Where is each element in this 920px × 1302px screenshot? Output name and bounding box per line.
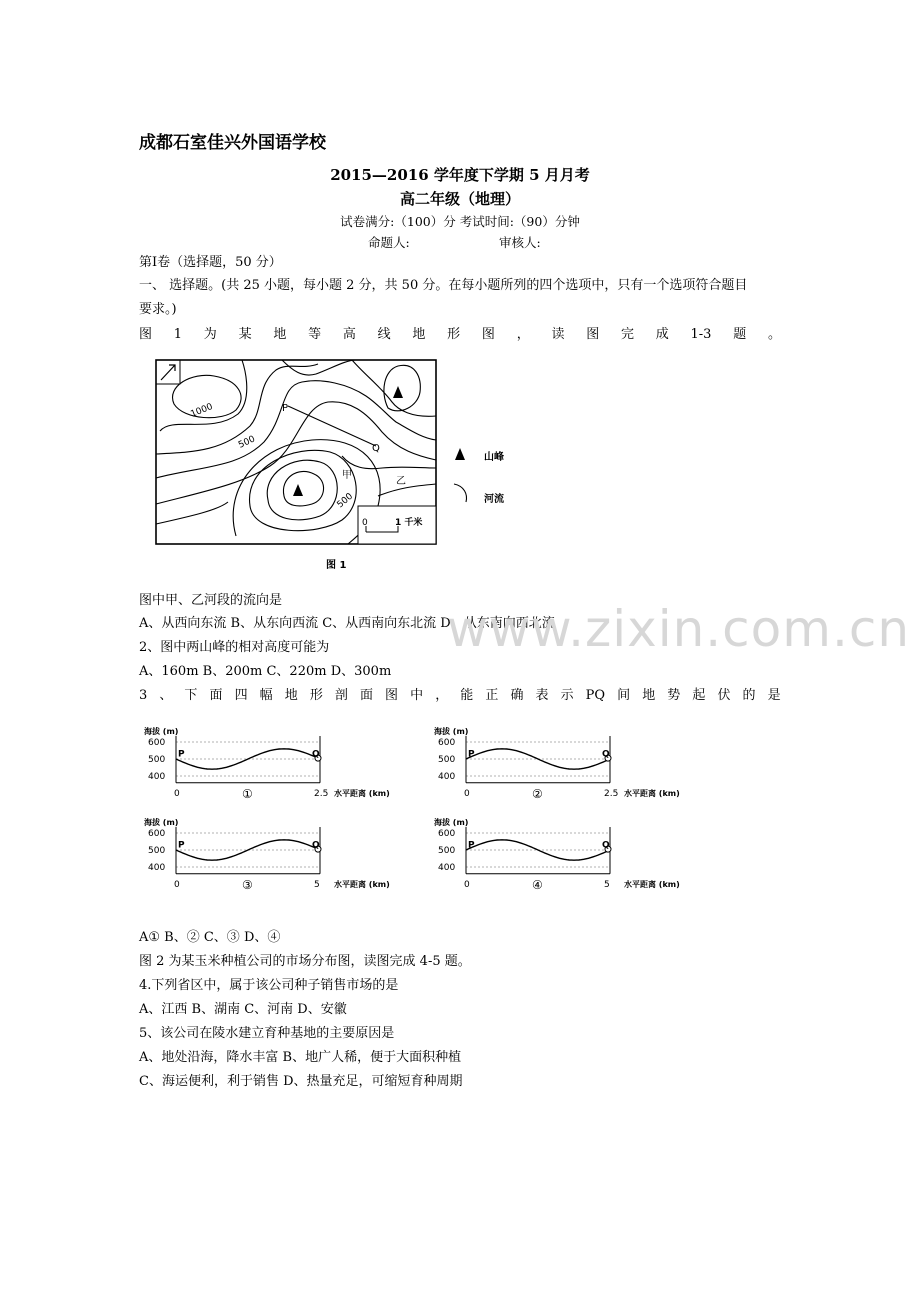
q3-stem-token: 势 <box>667 688 681 703</box>
figure1-intro-token: 线 <box>377 327 391 342</box>
q3-stem-token: 、 <box>159 688 173 703</box>
q3-stem-token: 3 <box>139 688 148 703</box>
profile-number: ④ <box>532 877 543 892</box>
figure1-intro-token: 形 <box>447 327 461 342</box>
q3-stem-token: 伏 <box>717 688 731 703</box>
profile-chart-3 <box>142 813 412 908</box>
profile-y-tick: 600 <box>148 738 166 748</box>
q3-stem-token: 面 <box>359 688 373 703</box>
figure1-intro-token: 题 <box>733 327 747 342</box>
profile-q-label: Q <box>312 840 320 851</box>
q3-stem-token: 幅 <box>259 688 273 703</box>
north-arrow-icon <box>161 365 175 380</box>
profile-x-end: 5 <box>314 879 320 890</box>
q5-options-cd: C、海运便利，利于销售 D、热量充足，可缩短育种周期 <box>139 1074 463 1089</box>
profile-y-tick: 600 <box>148 829 166 839</box>
q2-stem: 2、图中两山峰的相对高度可能为 <box>139 640 330 655</box>
profile-p-label: P <box>178 749 185 760</box>
profile-number: ② <box>532 786 543 801</box>
instructions-line1: 一、 选择题。(共 25 小题，每小题 2 分，共 50 分。在每小题所列的四个选项中，只有一个选项符合题目 <box>139 278 748 293</box>
q3-stem-token: 四 <box>234 688 248 703</box>
q5-stem: 5、该公司在陵水建立育种基地的主要原因是 <box>139 1026 395 1041</box>
exam-title: 2015—2016 学年度下学期 5 月月考 <box>330 166 590 184</box>
contour-label-1000: 1000 <box>189 401 215 420</box>
contour-label-500a: 500 <box>237 434 257 451</box>
q3-stem-token: 确 <box>510 688 524 703</box>
profile-y-label: 海拔 (m) <box>144 727 179 736</box>
profile-p-label: P <box>178 840 185 851</box>
q3-stem-token: 是 <box>767 688 781 703</box>
q3-stem-token: 的 <box>742 688 756 703</box>
q3-stem-token: ， <box>435 688 449 703</box>
q3-stem <box>139 687 781 705</box>
exam-subtitle: 高二年级（地理） <box>399 190 520 208</box>
figure1-caption: 图 1 <box>326 560 347 571</box>
profile-x-end: 2.5 <box>314 788 329 799</box>
profile-y-tick: 400 <box>148 772 166 782</box>
author-label: 命题人: <box>368 235 410 250</box>
profile-x-start: 0 <box>464 879 470 890</box>
profile-chart-2 <box>432 722 702 817</box>
profile-x-end: 5 <box>604 879 610 890</box>
profile-p-label: P <box>468 749 475 760</box>
q5-options-ab: A、地处沿海，降水丰富 B、地广人稀，便于大面积种植 <box>139 1050 462 1065</box>
q3-stem-token: 下 <box>184 688 198 703</box>
figure1-intro-token: 完 <box>620 327 634 342</box>
figure1-intro-token: ， <box>516 327 530 342</box>
watermark: www.zixin.com.cn <box>447 600 911 658</box>
profile-x-start: 0 <box>174 879 180 890</box>
q3-stem-token: 形 <box>309 688 323 703</box>
figure1-intro-token: 等 <box>308 327 322 342</box>
profile-x-label: 水平距离 (km) <box>334 879 390 889</box>
q3-stem-token: 表 <box>535 688 549 703</box>
figure1-intro-token: 成 <box>655 327 669 342</box>
profile-chart-1 <box>142 722 412 817</box>
profile-q-label: Q <box>602 749 610 760</box>
figure1-contour-map <box>152 356 522 581</box>
profile-y-tick: 400 <box>148 863 166 873</box>
figure1-intro-token: 1 <box>173 327 183 342</box>
legend-peak-icon <box>455 448 465 460</box>
q3-stem-token: 图 <box>385 688 399 703</box>
label-jia: 甲 <box>342 470 352 481</box>
q1-stem: 图中甲、乙河段的流向是 <box>139 593 283 608</box>
legend-river-icon <box>454 484 467 502</box>
q3-options: A① B、② C、③ D、④ <box>139 930 281 945</box>
peak-icon <box>293 484 303 496</box>
profile-y-tick: 500 <box>438 846 456 856</box>
profile-x-label: 水平距离 (km) <box>334 788 390 798</box>
profile-y-tick: 500 <box>148 846 166 856</box>
profile-x-end: 2.5 <box>604 788 619 799</box>
q3-stem-token: 中 <box>410 688 424 703</box>
point-p: P <box>282 403 289 414</box>
q3-stem-token: 能 <box>460 688 474 703</box>
figure1-intro-token: 为 <box>203 327 217 342</box>
profile-number: ③ <box>242 877 253 892</box>
profile-y-tick: 400 <box>438 863 456 873</box>
q3-stem-token: 面 <box>209 688 223 703</box>
instructions-line2: 要求。) <box>139 302 177 317</box>
figure2-intro: 图 2 为某玉米种植公司的市场分布图，读图完成 4-5 题。 <box>139 954 471 969</box>
profile-q-label: Q <box>602 840 610 851</box>
scale-zero: 0 <box>362 518 368 528</box>
profile-x-label: 水平距离 (km) <box>624 788 680 798</box>
profile-y-tick: 500 <box>148 755 166 765</box>
profile-q-label: Q <box>312 749 320 760</box>
q3-stem-token: 间 <box>617 688 631 703</box>
figure1-intro-token: 图 <box>139 327 153 342</box>
legend-peak-label: 山峰 <box>484 452 504 463</box>
label-yi: 乙 <box>396 476 406 487</box>
figure1-intro-token: 。 <box>767 327 781 342</box>
profile-p-label: P <box>468 840 475 851</box>
figure1-intro <box>139 326 781 344</box>
figure1-intro-token: 图 <box>586 327 600 342</box>
profile-y-tick: 400 <box>438 772 456 782</box>
profile-x-label: 水平距离 (km) <box>624 879 680 889</box>
profile-y-tick: 500 <box>438 755 456 765</box>
q3-stem-token: 示 <box>560 688 574 703</box>
figure1-intro-token: 地 <box>273 327 287 342</box>
q3-stem-token: 正 <box>485 688 499 703</box>
legend-river-label: 河流 <box>484 494 504 505</box>
q1-options: A、从西向东流 B、从东向西流 C、从西南向东北流 D、从东南向西北流 <box>139 616 555 631</box>
profile-y-label: 海拔 (m) <box>434 818 469 827</box>
profile-y-tick: 600 <box>438 738 456 748</box>
profile-x-start: 0 <box>464 788 470 799</box>
profile-number: ① <box>242 786 253 801</box>
q4-stem: 4.下列省区中，属于该公司种子销售市场的是 <box>139 978 399 993</box>
reviewer-label: 审核人: <box>499 235 541 250</box>
profile-y-label: 海拔 (m) <box>434 727 469 736</box>
figure1-intro-token: 1-3 <box>690 327 712 342</box>
q2-options: A、160m B、200m C、220m D、300m <box>139 664 392 679</box>
profile-x-start: 0 <box>174 788 180 799</box>
school-name: 成都石室佳兴外国语学校 <box>139 133 326 153</box>
point-q: Q <box>372 443 380 454</box>
part-heading: 第Ⅰ卷（选择题，50 分） <box>139 255 282 270</box>
q4-options: A、江西 B、湖南 C、河南 D、安徽 <box>139 1002 347 1017</box>
profile-y-label: 海拔 (m) <box>144 818 179 827</box>
q3-stem-token: 起 <box>692 688 706 703</box>
scale-one: 1 千米 <box>395 518 423 528</box>
figure1-intro-token: 读 <box>551 327 565 342</box>
figure1-intro-token: 地 <box>412 327 426 342</box>
profile-chart-4 <box>432 813 702 908</box>
q3-stem-token: PQ <box>585 688 606 703</box>
q3-stem-token: 地 <box>284 688 298 703</box>
figure1-intro-token: 某 <box>238 327 252 342</box>
figure1-intro-token: 高 <box>342 327 356 342</box>
contour-label-500b: 500 <box>335 491 356 511</box>
peak-icon <box>393 386 403 398</box>
profile-y-tick: 600 <box>438 829 456 839</box>
q3-stem-token: 剖 <box>334 688 348 703</box>
q3-stem-token: 地 <box>642 688 656 703</box>
exam-info: 试卷满分:（100）分 考试时间:（90）分钟 <box>340 214 580 229</box>
figure1-intro-token: 图 <box>481 327 495 342</box>
